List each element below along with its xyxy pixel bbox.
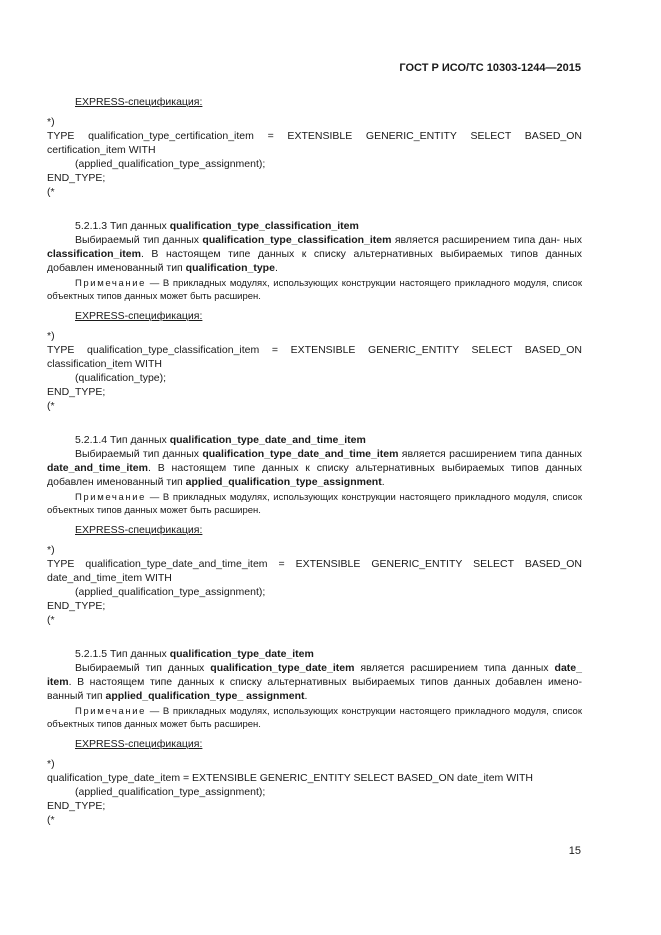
comment-open: *) <box>47 544 55 556</box>
para-text: . <box>381 476 385 488</box>
type-declaration-cont: certification_item WITH <box>47 144 156 156</box>
note-label: Примечание <box>75 492 146 503</box>
para-text: . В настоящем типе данных к списку альтернативных выбираемых типов данных добавлен имено- <box>68 676 582 688</box>
select-list: (applied_qualification_type_assignment); <box>75 158 266 170</box>
end-type: END_TYPE; <box>47 386 106 398</box>
comment-open: *) <box>47 330 55 342</box>
section-paragraph-5214 <box>47 447 582 489</box>
heading-prefix: 5.2.1.5 Тип данных <box>75 648 170 660</box>
type-declaration: TYPE qualification_type_certification_item = EXTENSIBLE GENERIC_ENTITY SELECT BASED_ON <box>47 130 582 142</box>
select-list: (applied_qualification_type_assignment); <box>75 786 266 798</box>
para-bold: applied_qualification_type_assignment <box>185 476 382 488</box>
note-text: — В прикладных модулях, использующих конструкции настоящего прикладного модуля, список объектных типов данных может быть расширен. <box>47 278 582 302</box>
comment-close: (* <box>47 814 55 826</box>
para-bold: qualification_type_classification_item <box>202 234 392 246</box>
para-bold: qualification_type <box>185 262 275 274</box>
heading-prefix: 5.2.1.4 Тип данных <box>75 434 170 446</box>
para-text: . В настоящем типе данных к списку альтернативных выбираемых типов <box>147 462 539 474</box>
para-text: Выбираемый тип данных <box>75 662 211 674</box>
comment-open: *) <box>47 758 55 770</box>
comment-close: (* <box>47 186 55 198</box>
section-paragraph-5215 <box>47 661 582 703</box>
comment-close: (* <box>47 614 55 626</box>
express-spec-label: EXPRESS-спецификация: <box>75 738 203 750</box>
para-bold: applied_qualification_type_ assignment <box>105 690 305 702</box>
end-type: END_TYPE; <box>47 800 106 812</box>
comment-close: (* <box>47 400 55 412</box>
para-bold: date_and_time_item <box>47 462 148 474</box>
para-bold: qualification_type_date_item <box>210 662 355 674</box>
para-text: ванный тип <box>47 690 106 702</box>
para-text: данных добавлен именованный тип <box>47 462 582 488</box>
heading-bold: qualification_type_classification_item <box>169 220 359 232</box>
select-list: (qualification_type); <box>75 372 167 384</box>
select-list: (applied_qualification_type_assignment); <box>75 586 266 598</box>
end-type: END_TYPE; <box>47 172 106 184</box>
para-text: данных <box>545 448 582 460</box>
end-type: END_TYPE; <box>47 600 106 612</box>
heading-prefix: 5.2.1.3 Тип данных <box>75 220 170 232</box>
heading-bold: qualification_type_date_and_time_item <box>169 434 366 446</box>
note-label: Примечание <box>75 278 146 289</box>
para-text: Выбираемый тип данных <box>75 448 203 460</box>
para-bold: classification_item <box>47 248 141 260</box>
section-heading-5213 <box>47 219 582 233</box>
page-number: 15 <box>568 845 581 857</box>
express-spec-label: EXPRESS-спецификация: <box>75 524 203 536</box>
type-declaration: TYPE qualification_type_date_and_time_item = EXTENSIBLE GENERIC_ENTITY SELECT BASED_ON <box>47 558 582 570</box>
type-declaration-cont: classification_item WITH <box>47 358 162 370</box>
express-spec-label: EXPRESS-спецификация: <box>75 96 203 108</box>
para-bold: qualification_type_date_and_time_item <box>202 448 399 460</box>
type-declaration-cont: date_and_time_item WITH <box>47 572 172 584</box>
note-text: — В прикладных модулях, использующих конструкции настоящего прикладного модуля, список объектных типов данных может быть расширен. <box>47 492 582 516</box>
note-label: Примечание <box>75 706 146 717</box>
para-bold: date_ <box>554 662 582 674</box>
comment-open: *) <box>47 116 55 128</box>
note-text: — В прикладных модулях, использующих конструкции настоящего прикладного модуля, список объектных типов данных может быть расширен. <box>47 706 582 730</box>
type-declaration: TYPE qualification_type_classification_item = EXTENSIBLE GENERIC_ENTITY SELECT BASED_ON <box>47 344 582 356</box>
para-text: . <box>304 690 308 702</box>
para-text: Выбираемый тип данных <box>75 234 203 246</box>
page-content <box>47 95 582 827</box>
section-heading-5214 <box>47 433 582 447</box>
para-text: . В настоящем типе данных к списку альтернативных выбираемых типов данных <box>140 248 582 260</box>
heading-bold: qualification_type_date_item <box>169 648 314 660</box>
note-5213 <box>47 277 582 303</box>
document-header: ГОСТ Р ИСО/ТС 10303-1244—2015 <box>399 62 581 74</box>
section-heading-5215 <box>47 647 582 661</box>
express-spec-label: EXPRESS-спецификация: <box>75 310 203 322</box>
para-text: является расширением типа данных <box>354 662 555 674</box>
section-paragraph-5213 <box>47 233 582 275</box>
para-text: является расширением типа <box>398 448 543 460</box>
type-declaration: qualification_type_date_item = EXTENSIBLE GENERIC_ENTITY SELECT BASED_ON date_item WITH <box>47 772 534 784</box>
para-text: является расширением типа дан- <box>391 234 561 246</box>
para-text: . <box>274 262 278 274</box>
para-bold: item <box>47 676 69 688</box>
para-text: ных <box>563 234 582 246</box>
note-5215 <box>47 705 582 731</box>
note-5214 <box>47 491 582 517</box>
para-text: добавлен именованный тип <box>47 262 186 274</box>
